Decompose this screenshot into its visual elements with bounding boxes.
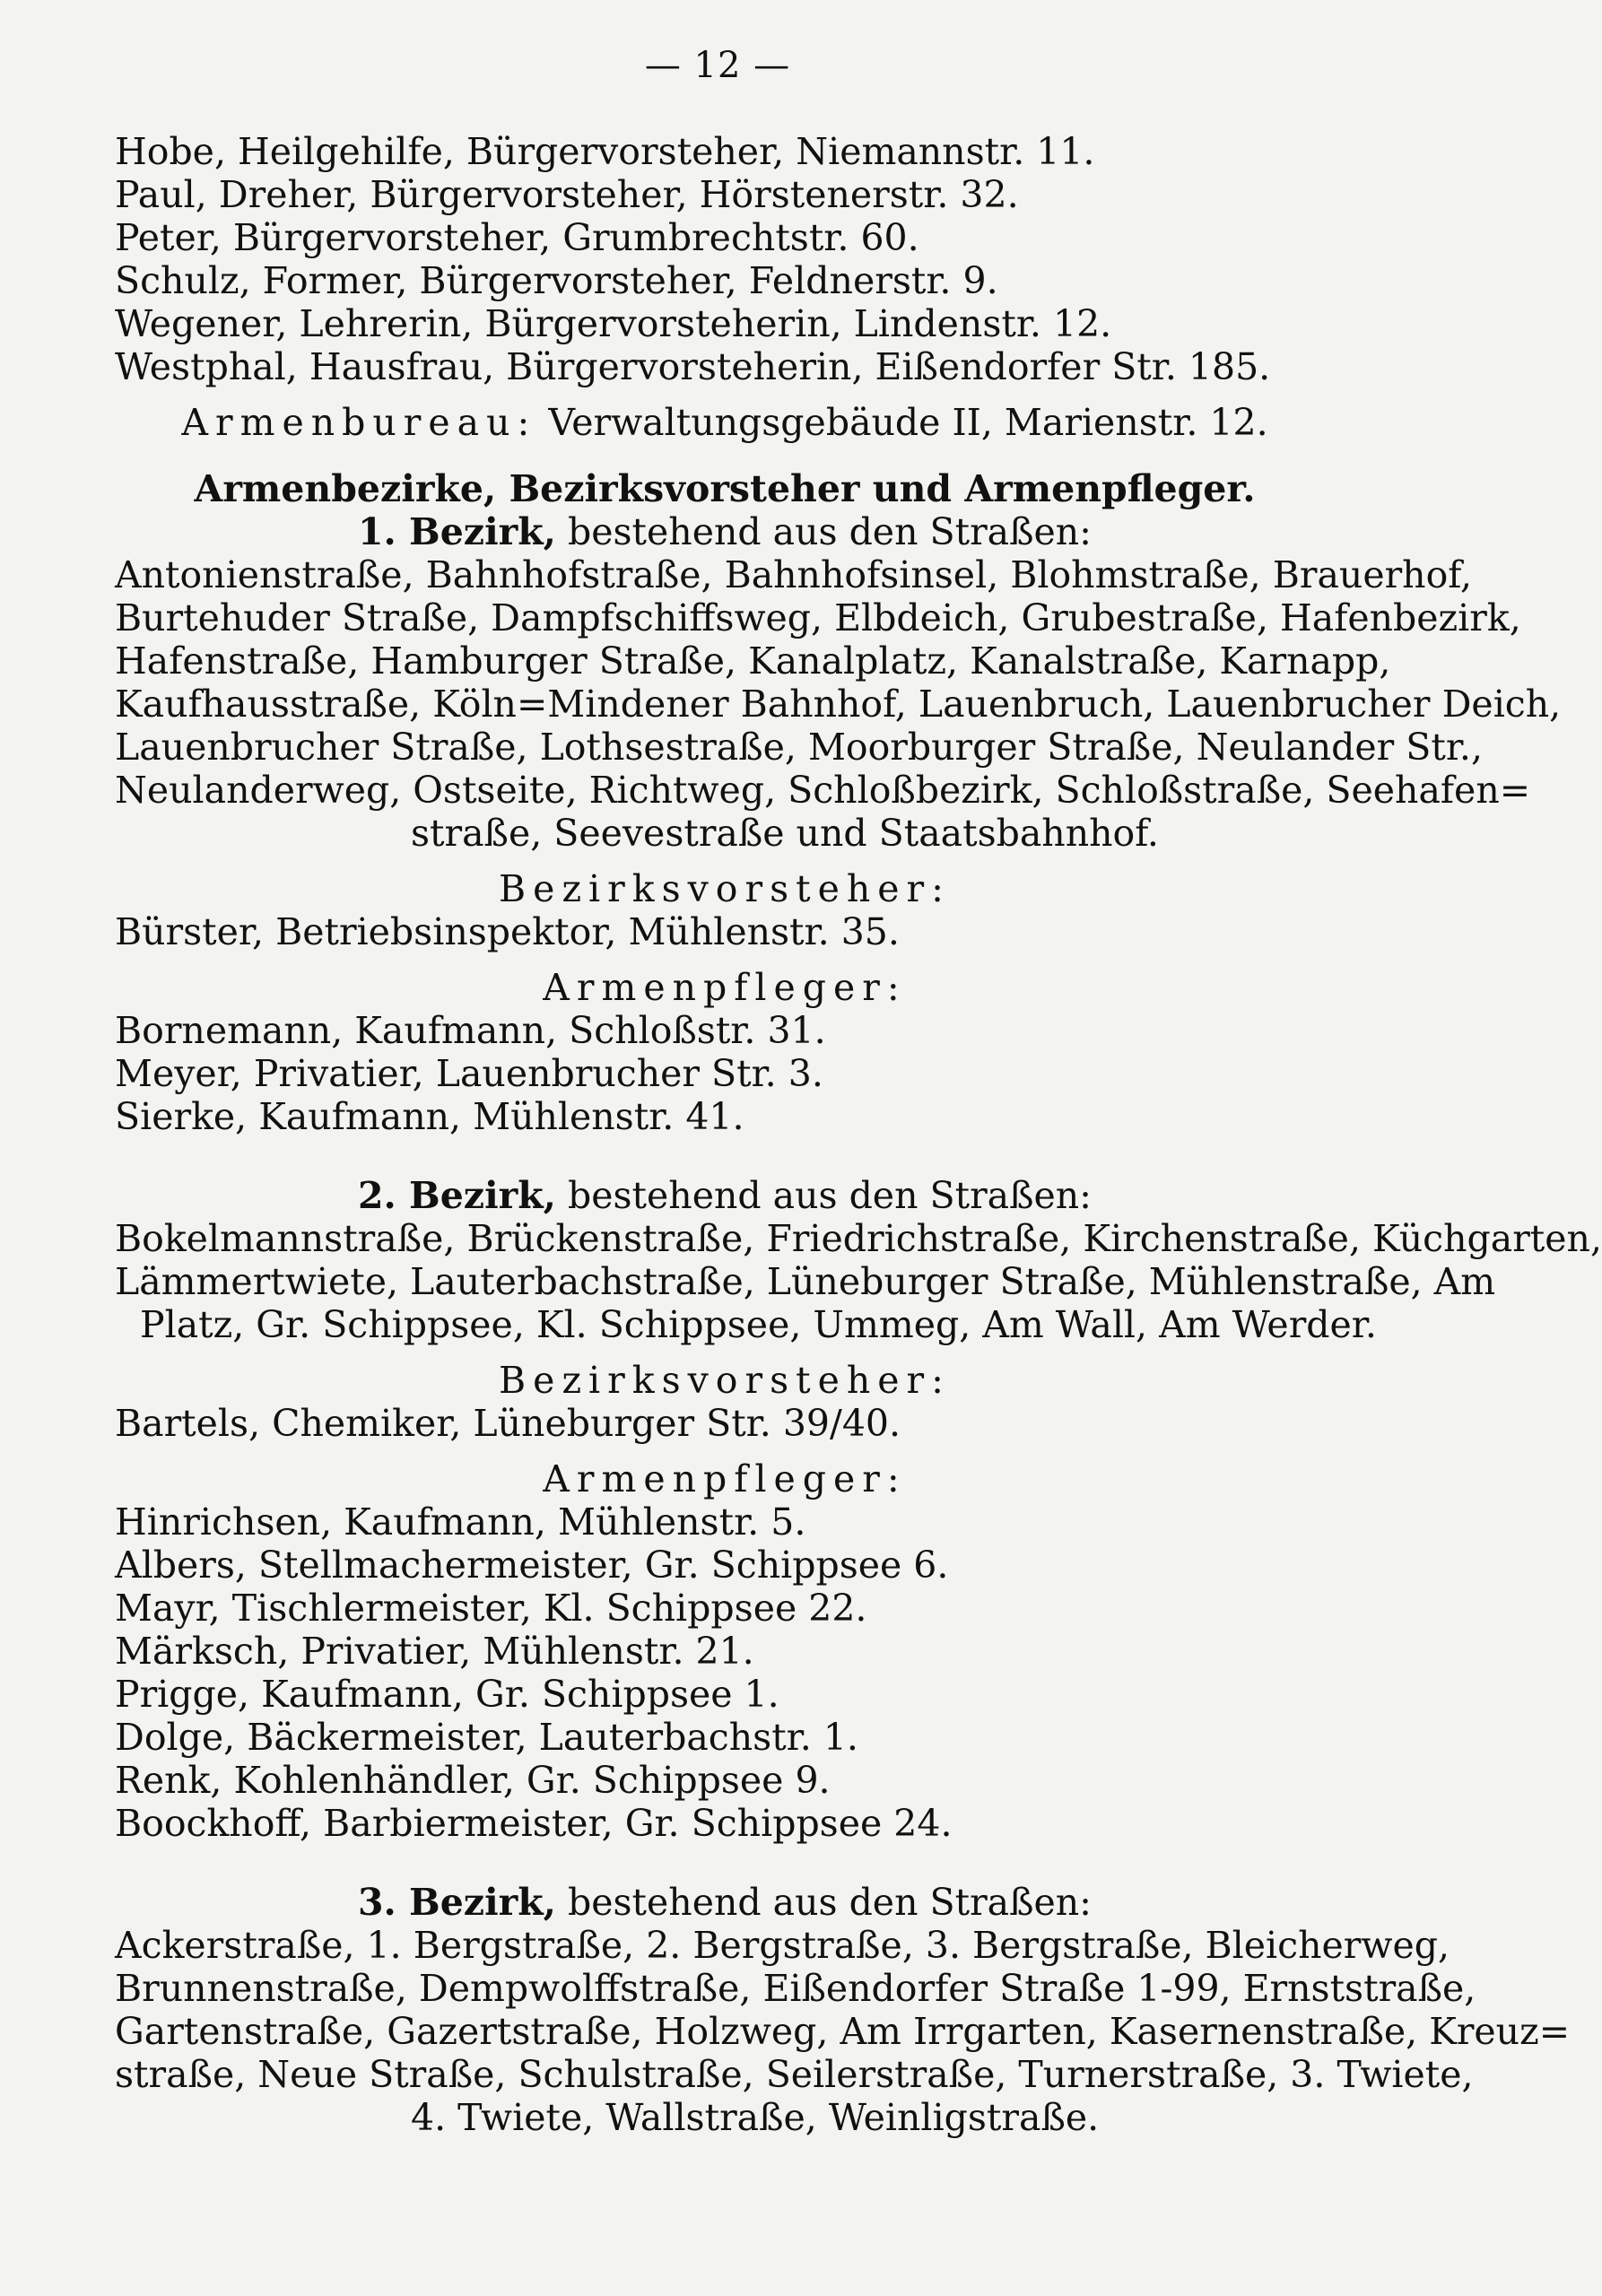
district-1-street-line: straße, Seevestraße und Staatsbahnhof.: [411, 812, 1159, 855]
district-2-care-person: Dolge, Bäckermeister, Lauterbachstr. 1.: [115, 1716, 858, 1759]
district-2-care-label: Armenpfleger:: [543, 1457, 907, 1500]
district-1-title: [115, 510, 1335, 553]
district-3-title-bold: 3. Bezirk,: [357, 1881, 556, 1924]
district-1-street-line: Burtehuder Straße, Dampfschiffsweg, Elbdeich, Grubestraße, Hafenbezirk,: [115, 596, 1521, 639]
district-3-street-line: Ackerstraße, 1. Bergstraße, 2. Bergstraße, 3. Bergstraße, Bleicherweg,: [115, 1924, 1450, 1967]
entry-line: Schulz, Former, Bürgervorsteher, Feldnerstr. 9.: [115, 259, 998, 302]
district-2-care-person: Prigge, Kaufmann, Gr. Schippsee 1.: [115, 1673, 779, 1716]
district-1-title-rest: bestehend aus den Straßen:: [568, 510, 1092, 553]
district-1-street-line: Antonienstraße, Bahnhofstraße, Bahnhofsinsel, Blohmstraße, Brauerhof,: [115, 553, 1473, 596]
district-1-street-line: Lauenbrucher Straße, Lothsestraße, Moorburger Straße, Neulander Str.,: [115, 726, 1483, 769]
district-2-title-bold: 2. Bezirk,: [357, 1174, 556, 1217]
district-1-leader-label: Bezirksvorsteher:: [499, 867, 951, 910]
district-2-title: [115, 1174, 1335, 1217]
district-2-street-line: Bokelmannstraße, Brückenstraße, Friedrichstraße, Kirchenstraße, Küchgarten,: [115, 1217, 1602, 1260]
armenbureau-label: Armenbureau:: [181, 401, 537, 444]
district-1-care-person: Sierke, Kaufmann, Mühlenstr. 41.: [115, 1095, 744, 1138]
district-2-title-rest: bestehend aus den Straßen:: [568, 1174, 1092, 1217]
top-entries: [115, 130, 1602, 2139]
entry-line: Westphal, Hausfrau, Bürgervorsteherin, Eißendorfer Str. 185.: [115, 345, 1271, 388]
district-3-title-rest: bestehend aus den Straßen:: [568, 1881, 1092, 1924]
entry-line: Hobe, Heilgehilfe, Bürgervorsteher, Niemannstr. 11.: [115, 130, 1095, 173]
district-1-care-person: Bornemann, Kaufmann, Schloßstr. 31.: [115, 1009, 826, 1052]
district-1-care-person: Meyer, Privatier, Lauenbrucher Str. 3.: [115, 1052, 823, 1095]
district-2-care-person: Mayr, Tischlermeister, Kl. Schippsee 22.: [115, 1587, 867, 1630]
armenbureau-value: Verwaltungsgebäude II, Marienstr. 12.: [548, 401, 1268, 444]
district-3-street-line: Gartenstraße, Gazertstraße, Holzweg, Am Irrgarten, Kasernenstraße, Kreuz=: [115, 2010, 1571, 2053]
district-1-street-line: Hafenstraße, Hamburger Straße, Kanalplatz, Kanalstraße, Karnapp,: [115, 639, 1391, 683]
district-2-leader-label: Bezirksvorsteher:: [499, 1359, 951, 1402]
section-title: Armenbezirke, Bezirksvorsteher und Armenpfleger.: [194, 467, 1256, 510]
district-1-street-line: Kaufhausstraße, Köln=Mindener Bahnhof, Lauenbruch, Lauenbrucher Deich,: [115, 683, 1562, 726]
district-1-title-bold: 1. Bezirk,: [357, 510, 556, 553]
district-2-street-line: Platz, Gr. Schippsee, Kl. Schippsee, Ummeg, Am Wall, Am Werder.: [140, 1303, 1377, 1346]
district-1-leader: Bürster, Betriebsinspektor, Mühlenstr. 35.: [115, 910, 900, 953]
district-2-care-person: Hinrichsen, Kaufmann, Mühlenstr. 5.: [115, 1500, 806, 1544]
district-2-care-person: Märksch, Privatier, Mühlenstr. 21.: [115, 1630, 754, 1673]
entry-line: Peter, Bürgervorsteher, Grumbrechtstr. 60.: [115, 216, 919, 259]
entry-line: Wegener, Lehrerin, Bürgervorsteherin, Lindenstr. 12.: [115, 302, 1112, 345]
district-2-street-line: Lämmertwiete, Lauterbachstraße, Lüneburger Straße, Mühlenstraße, Am: [115, 1260, 1496, 1303]
district-3-street-line: Brunnenstraße, Dempwolffstraße, Eißendorfer Straße 1-99, Ernststraße,: [115, 1967, 1476, 2010]
district-2-care-person: Albers, Stellmachermeister, Gr. Schippsee 6.: [115, 1544, 949, 1587]
page-number: — 12 —: [644, 45, 791, 86]
district-1-care-label: Armenpfleger:: [543, 966, 907, 1009]
district-3-title: [115, 1881, 1335, 1924]
entry-line: Paul, Dreher, Bürgervorsteher, Hörstenerstr. 32.: [115, 173, 1019, 216]
armenbureau-line: [115, 401, 1335, 444]
district-3-street-line: 4. Twiete, Wallstraße, Weinligstraße.: [411, 2096, 1100, 2139]
district-2-care-person: Renk, Kohlenhändler, Gr. Schippsee 9.: [115, 1759, 831, 1802]
district-1-street-line: Neulanderweg, Ostseite, Richtweg, Schloßbezirk, Schloßstraße, Seehafen=: [115, 769, 1531, 812]
district-2-care-person: Boockhoff, Barbiermeister, Gr. Schippsee 24.: [115, 1802, 953, 1845]
district-2-leader: Bartels, Chemiker, Lüneburger Str. 39/40.: [115, 1402, 901, 1445]
district-3-street-line: straße, Neue Straße, Schulstraße, Seilerstraße, Turnerstraße, 3. Twiete,: [115, 2053, 1474, 2096]
